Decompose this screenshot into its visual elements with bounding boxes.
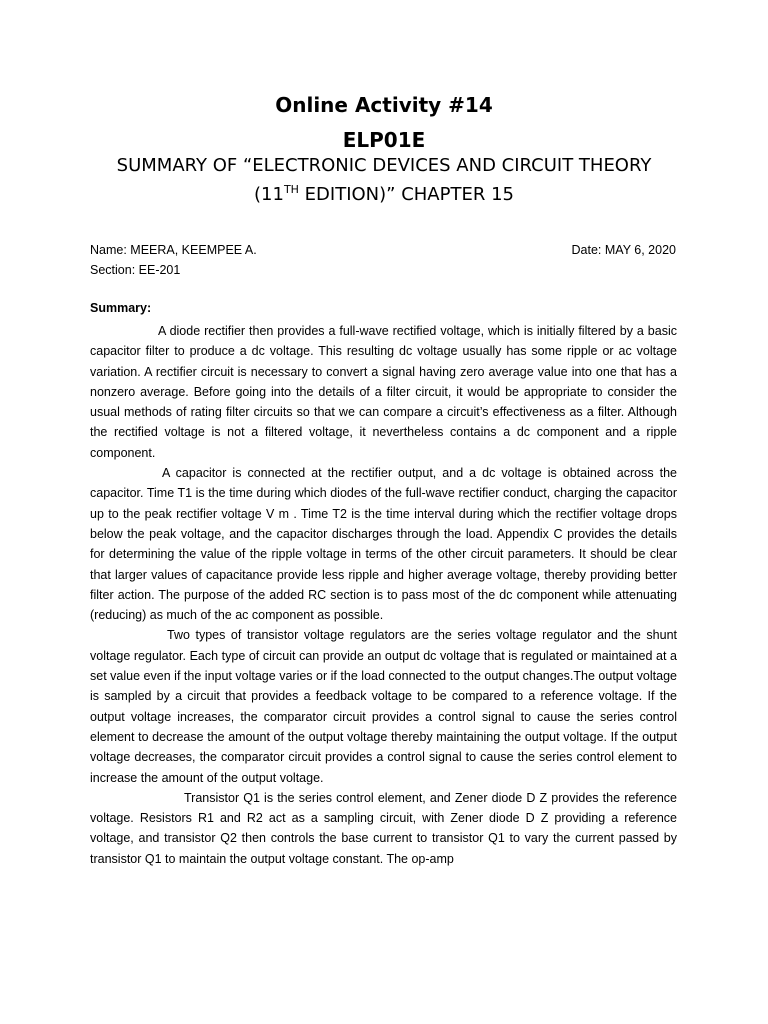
summary-paragraph: Transistor Q1 is the series control element, and Zener diode D Z provides the reference voltage. Resistors R1 and R2 act as a sampling circuit, with Zener diode D Z providing a reference voltage, and transistor Q2 then controls the base current to transistor Q1 to vary the current passed by transistor Q1 to maintain the output voltage constant. The op-amp — [90, 790, 677, 866]
submission-date: Date: MAY 6, 2020 — [571, 243, 676, 257]
student-name: Name: MEERA, KEEMPEE A. — [90, 243, 257, 257]
edition-superscript: TH — [283, 183, 299, 196]
document-title: Online Activity #14 — [275, 93, 493, 117]
student-section: Section: EE-201 — [90, 263, 181, 277]
summary-body — [90, 321, 677, 869]
summary-paragraph: A diode rectifier then provides a full-wave rectified voltage, which is initially filtered by a basic capacitor filter to produce a dc voltage. This resulting dc voltage usually has some ripple or ac voltage variation. A rectifier circuit is necessary to convert a signal having zero average value into one that has a nonzero average. Before going into the details of a filter circuit, it would be appropriate to consider the usual methods of rating filter circuits so that we can compare a circuit’s effectiveness as a filter. Although the rectified voltage is not a filtered voltage, it nevertheless contains a dc component and a ripple component. — [90, 324, 677, 460]
summary-paragraph: A capacitor is connected at the rectifier output, and a dc voltage is obtained across the capacitor. Time T1 is the time during which diodes of the full-wave rectifier conduct, charging the capacitor up to the peak rectifier voltage V m . Time T2 is the time interval during which the rectifier voltage drops below the peak voltage, and the capacitor discharges through the load. Appendix C provides the details for determining the value of the ripple voltage in terms of the other circuit parameters. It should be clear that larger values of capacitance provide less ripple and higher average voltage, thereby providing better filter action. The purpose of the added RC section is to pass most of the dc component while attenuating (reducing) as much of the ac component as possible. — [90, 466, 677, 623]
summary-label: Summary: — [90, 301, 152, 315]
summary-paragraph: Two types of transistor voltage regulators are the series voltage regulator and the shunt voltage regulator. Each type of circuit can provide an output dc voltage that is regulated or maintained at a set value even if the input voltage varies or if the load connected to the output changes.The output voltage is sampled by a circuit that provides a feedback voltage to be compared to a reference voltage. If the output voltage increases, the comparator circuit provides a control signal to cause the series control element to decrease the amount of the output voltage thereby maintaining the output voltage. If the output voltage decreases, the comparator circuit provides a control signal to cause the series control element to increase the amount of the output voltage. — [90, 628, 677, 785]
summary-heading-line-1: SUMMARY OF “ELECTRONIC DEVICES AND CIRCUIT THEORY — [116, 155, 652, 176]
summary-heading-line-2 — [0, 184, 768, 205]
edition-suffix: EDITION)” CHAPTER 15 — [298, 184, 514, 205]
edition-prefix: (11 — [254, 184, 284, 205]
course-code: ELP01E — [342, 128, 426, 152]
